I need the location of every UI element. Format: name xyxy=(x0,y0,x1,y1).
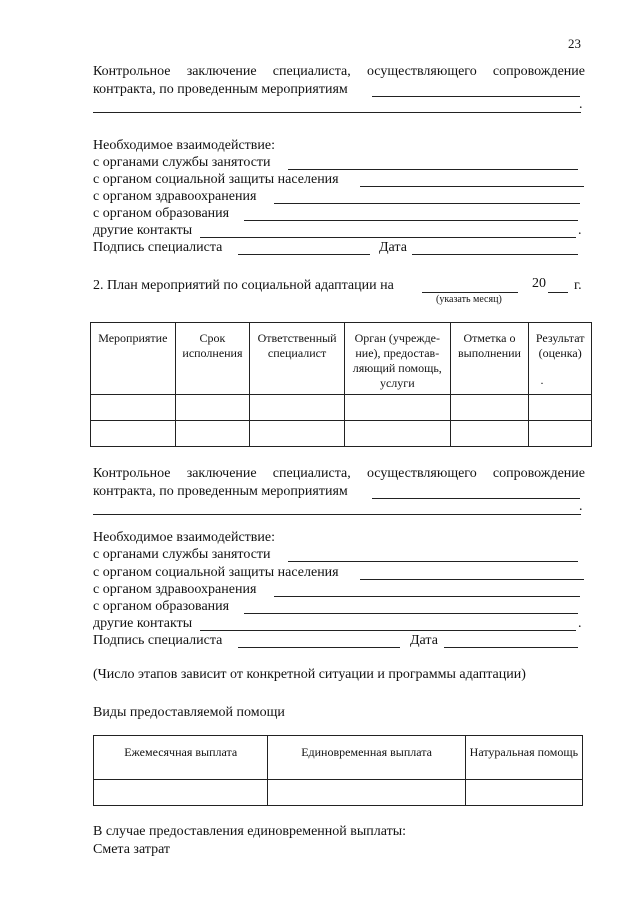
plan-title: 2. План мероприятий по социальной адаптации на xyxy=(93,278,394,293)
health-label: с органом здравоохранения xyxy=(93,582,257,597)
social-blank[interactable] xyxy=(360,579,584,580)
year-prefix: 20 xyxy=(532,276,546,291)
date-label: Дата xyxy=(379,240,407,255)
table-cell[interactable] xyxy=(344,395,450,421)
signature-blank[interactable] xyxy=(238,647,400,648)
table-cell[interactable] xyxy=(250,395,345,421)
col-result: Результат (оценка) xyxy=(529,323,592,395)
social-label: с органом социальной защиты населения xyxy=(93,172,339,187)
education-blank[interactable] xyxy=(244,613,578,614)
date-blank[interactable] xyxy=(444,647,578,648)
conclusion-blank[interactable] xyxy=(372,96,580,97)
education-label: с органом образования xyxy=(93,599,230,614)
col-organ: Орган (учрежде-ние), предостав-ляющий помощь, услуги xyxy=(344,323,450,395)
page-number: 23 xyxy=(568,36,581,51)
conclusion-blank-2[interactable] xyxy=(93,514,581,515)
assistance-table xyxy=(93,735,583,806)
conclusion-line-2: контракта, по проведенным мероприятиям xyxy=(93,484,348,499)
education-label: с органом образования xyxy=(93,206,230,221)
employment-label: с органами службы занятости xyxy=(93,155,271,170)
footer-line-1: В случае предоставления единовременной выплаты: xyxy=(93,824,407,839)
conclusion-blank[interactable] xyxy=(372,498,580,499)
date-blank[interactable] xyxy=(412,254,578,255)
employment-label: с органами службы занятости xyxy=(93,547,271,562)
col-in-kind: Натуральная помощь xyxy=(465,736,582,780)
col-deadline: Срок исполнения xyxy=(175,323,250,395)
year-suffix: г. xyxy=(574,278,582,293)
table-cell[interactable] xyxy=(94,780,268,806)
table-cell[interactable] xyxy=(268,780,465,806)
conclusion-line-1: Контрольное заключение специалиста, осуществляющего сопровождение xyxy=(93,466,585,481)
health-blank[interactable] xyxy=(274,596,580,597)
conclusion-line-1: Контрольное заключение специалиста, осуществляющего сопровождение xyxy=(93,64,585,79)
other-blank[interactable] xyxy=(200,237,576,238)
date-label: Дата xyxy=(410,633,438,648)
assistance-heading: Виды предоставляемой помощи xyxy=(93,705,285,720)
table-cell[interactable] xyxy=(450,395,529,421)
table-cell[interactable] xyxy=(250,421,345,447)
conclusion-period: . xyxy=(579,499,583,514)
conclusion-blank-2[interactable] xyxy=(93,112,581,113)
table-cell[interactable] xyxy=(450,421,529,447)
col-mark: Отметка о выполнении xyxy=(450,323,529,395)
other-label: другие контакты xyxy=(93,616,193,631)
health-blank[interactable] xyxy=(274,203,580,204)
table-cell[interactable] xyxy=(529,421,592,447)
other-blank[interactable] xyxy=(200,630,576,631)
employment-blank[interactable] xyxy=(288,561,578,562)
col-lump-sum: Единовременная выплата xyxy=(268,736,465,780)
other-period: . xyxy=(578,223,582,238)
conclusion-line-2: контракта, по проведенным мероприятиям xyxy=(93,82,348,97)
plan-table xyxy=(90,322,592,447)
col-monthly: Ежемесячная выплата xyxy=(94,736,268,780)
signature-label: Подпись специалиста xyxy=(93,240,223,255)
table-cell[interactable] xyxy=(91,421,176,447)
other-label: другие контакты xyxy=(93,223,193,238)
signature-blank[interactable] xyxy=(238,254,370,255)
interaction-heading: Необходимое взаимодействие: xyxy=(93,530,276,545)
footer-line-2: Смета затрат xyxy=(93,842,171,857)
other-period: . xyxy=(578,616,582,631)
health-label: с органом здравоохранения xyxy=(93,189,257,204)
month-hint: (указать месяц) xyxy=(436,294,502,305)
education-blank[interactable] xyxy=(244,220,578,221)
col-activity: Мероприятие xyxy=(91,323,176,395)
table-cell[interactable] xyxy=(529,395,592,421)
conclusion-period: . xyxy=(579,97,583,112)
result-mark: · xyxy=(540,376,544,390)
signature-label: Подпись специалиста xyxy=(93,633,223,648)
social-label: с органом социальной защиты населения xyxy=(93,565,339,580)
social-blank[interactable] xyxy=(360,186,584,187)
interaction-heading: Необходимое взаимодействие: xyxy=(93,138,276,153)
table-cell[interactable] xyxy=(175,395,250,421)
month-blank[interactable] xyxy=(422,292,518,293)
stages-note: (Число этапов зависит от конкретной ситуации и программы адаптации) xyxy=(93,667,526,682)
col-specialist: Ответственный специалист xyxy=(250,323,345,395)
employment-blank[interactable] xyxy=(288,169,578,170)
year-blank[interactable] xyxy=(548,292,568,293)
table-cell[interactable] xyxy=(465,780,582,806)
table-cell[interactable] xyxy=(344,421,450,447)
table-cell[interactable] xyxy=(91,395,176,421)
table-cell[interactable] xyxy=(175,421,250,447)
